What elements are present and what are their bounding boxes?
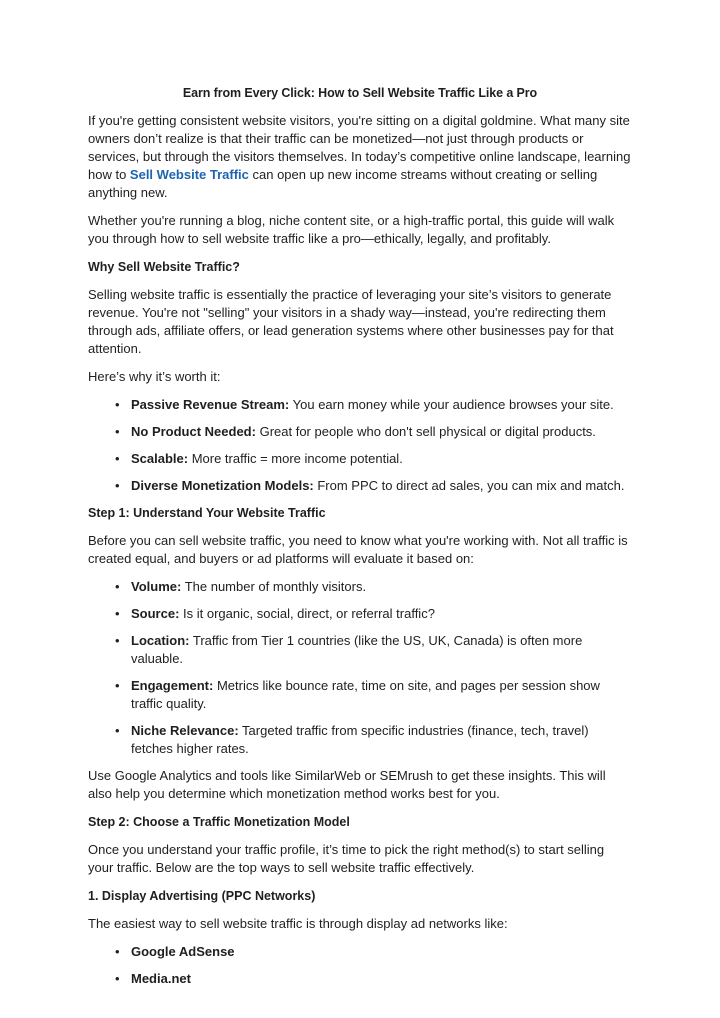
- list-item: • Passive Revenue Stream: You earn money while your audience browses your site.: [88, 396, 632, 414]
- intro-paragraph-2: Whether you're running a blog, niche content site, or a high-traffic portal, this guide will walk you through how to sell website traffic like a pro—ethically, legally, and profitably.: [88, 213, 615, 246]
- list-item: • Location: Traffic from Tier 1 countries (like the US, UK, Canada) is often more valuable.: [88, 632, 632, 668]
- list-item: • Engagement: Metrics like bounce rate, time on site, and pages per session show traffic quality.: [88, 677, 632, 713]
- list-item: • Volume: The number of monthly visitors.: [88, 578, 632, 596]
- step2-paragraph: Once you understand your traffic profile, it’s time to pick the right method(s) to start selling your traffic. Below are the top ways to sell website traffic effectively.: [88, 842, 605, 875]
- why-lead: Here’s why it’s worth it:: [88, 369, 221, 384]
- display-heading: 1. Display Advertising (PPC Networks): [88, 889, 316, 903]
- display-paragraph: The easiest way to sell website traffic is through display ad networks like:: [88, 916, 508, 931]
- why-list: [88, 396, 632, 495]
- list-item: • Google AdSense: [88, 943, 632, 961]
- list-item: • No Product Needed: Great for people who don't sell physical or digital products.: [88, 423, 632, 441]
- page-title: Earn from Every Click: How to Sell Website Traffic Like a Pro: [182, 86, 538, 100]
- step1-after-paragraph: Use Google Analytics and tools like SimilarWeb or SEMrush to get these insights. This will also help you determine which monetization method works best for you.: [88, 768, 606, 801]
- display-list: [88, 943, 632, 988]
- step1-paragraph: Before you can sell website traffic, you need to know what you're working with. Not all traffic is created equal, and buyers or ad platforms will evaluate it based on:: [88, 533, 628, 566]
- step1-heading: Step 1: Understand Your Website Traffic: [88, 506, 326, 520]
- sell-website-traffic-link[interactable]: Sell Website Traffic: [129, 167, 249, 182]
- intro-text-1: If you're getting consistent website visitors, you're sitting on a digital goldmine. What many site owners don’t realize is that their traffic can be monetized—not just through products or services, but through the visitors themselves. In today’s competitive online landscape, learning how to: [88, 113, 631, 182]
- why-heading: Why Sell Website Traffic?: [88, 260, 240, 274]
- list-item: • Scalable: More traffic = more income potential.: [88, 450, 632, 468]
- step1-list: [88, 578, 632, 758]
- why-paragraph: Selling website traffic is essentially the practice of leveraging your site’s visitors to generate revenue. You're not "selling" your visitors in a shady way—instead, you're redirecting them through ads, affiliate offers, or lead generation systems where other businesses pay for that attention.: [88, 287, 614, 356]
- list-item: • Source: Is it organic, social, direct, or referral traffic?: [88, 605, 632, 623]
- intro-paragraph: [88, 112, 632, 202]
- list-item: • Media.net: [88, 970, 632, 988]
- intro-text-2: can open up new income streams without creating or selling anything new.: [88, 167, 598, 200]
- list-item: • Diverse Monetization Models: From PPC to direct ad sales, you can mix and match.: [88, 477, 632, 495]
- list-item: • Niche Relevance: Targeted traffic from specific industries (finance, tech, travel) fetches higher rates.: [88, 722, 632, 758]
- step2-heading: Step 2: Choose a Traffic Monetization Model: [88, 815, 350, 829]
